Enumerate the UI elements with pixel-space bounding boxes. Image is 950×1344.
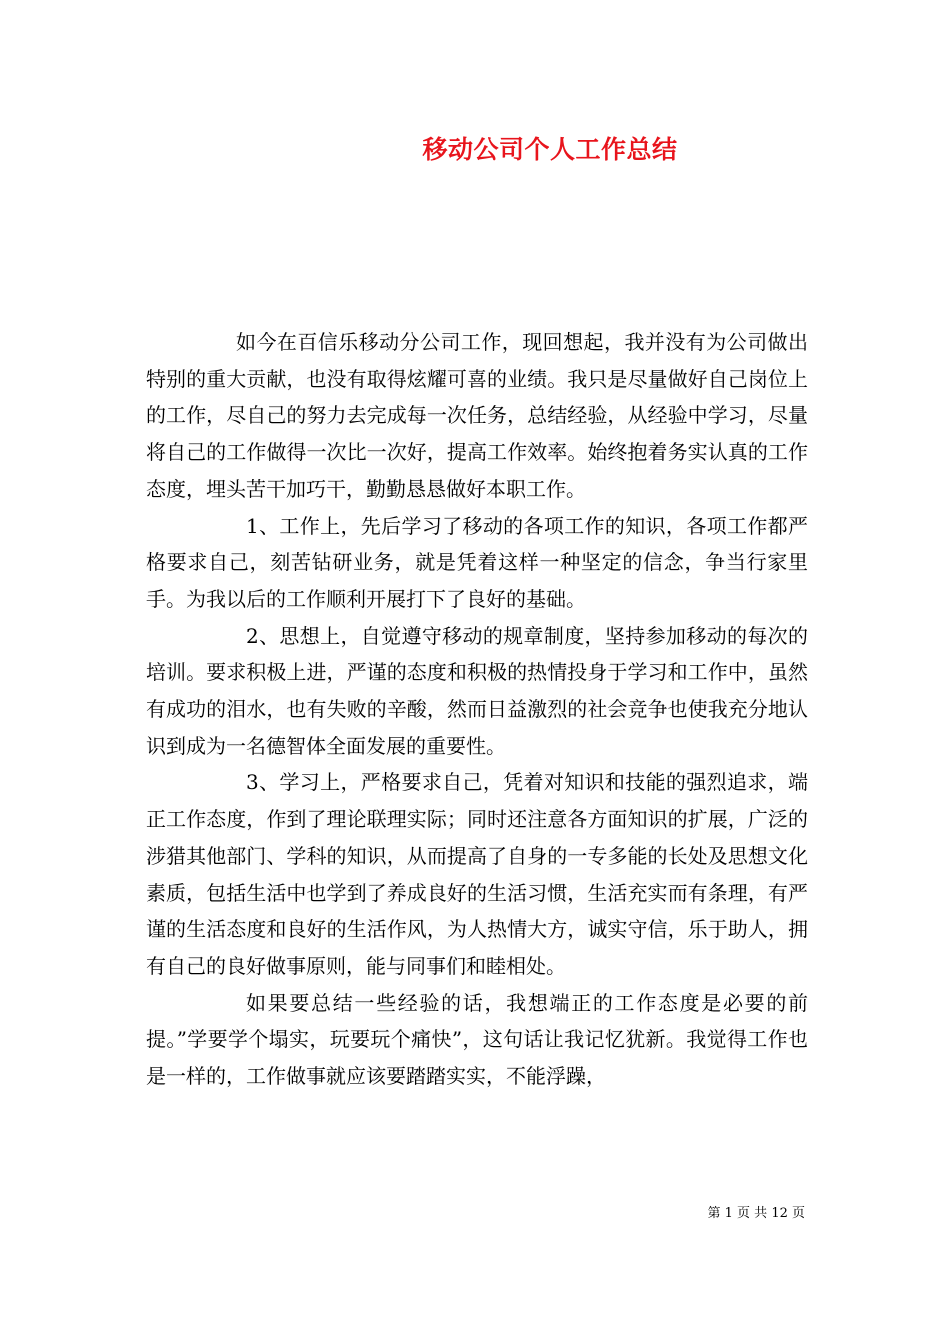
paragraph-thought: 2、思想上，自觉遵守移动的规章制度，坚持参加移动的每次的培训。要求积极上进，严谨的态度和积极的热情投身于学习和工作中，虽然有成功的泪水，也有失败的辛酸，然而日益激烈的社会竞争也使我充分地认识到成为一名德智体全面发展的重要性。 [146,623,808,758]
paragraph-study: 3、学习上，严格要求自己，凭着对知识和技能的强烈追求，端正工作态度，作到了理论联理实际；同时还注意各方面知识的扩展，广泛的涉猎其他部门、学科的知识，从而提高了自身的一专多能的长处及思想文化素质，包括生活中也学到了养成良好的生活习惯，生活充实而有条理，有严谨的生活态度和良好的生活作风，为人热情大方，诚实守信，乐于助人，拥有自己的良好做事原则，能与同事们和睦相处。 [146,770,808,978]
document-title: 移动公司个人工作总结 [422,135,678,164]
paragraph-intro: 如今在百信乐移动分公司工作，现回想起，我并没有为公司做出特别的重大贡献，也没有取得炫耀可喜的业绩。我只是尽量做好自己岗位上的工作，尽自己的努力去完成每一次任务，总结经验，从经验中学习，尽量将自己的工作做得一次比一次好，提高工作效率。始终抱着务实认真的工作态度，埋头苦干加巧干，勤勤恳恳做好本职工作。 [146,330,808,501]
paragraph-experience: 如果要总结一些经验的话，我想端正的工作态度是必要的前提。”学要学个塌实，玩要玩个痛快”，这句话让我记忆犹新。我觉得工作也是一样的，工作做事就应该要踏踏实实，不能浮躁， [146,990,808,1089]
page-number-footer: 第 1 页 共 12 页 [707,1206,805,1221]
document-body [146,324,808,1095]
paragraph-work: 1、工作上，先后学习了移动的各项工作的知识，各项工作都严格要求自己，刻苦钻研业务，就是凭着这样一种坚定的信念，争当行家里手。为我以后的工作顺利开展打下了良好的基础。 [146,513,808,611]
